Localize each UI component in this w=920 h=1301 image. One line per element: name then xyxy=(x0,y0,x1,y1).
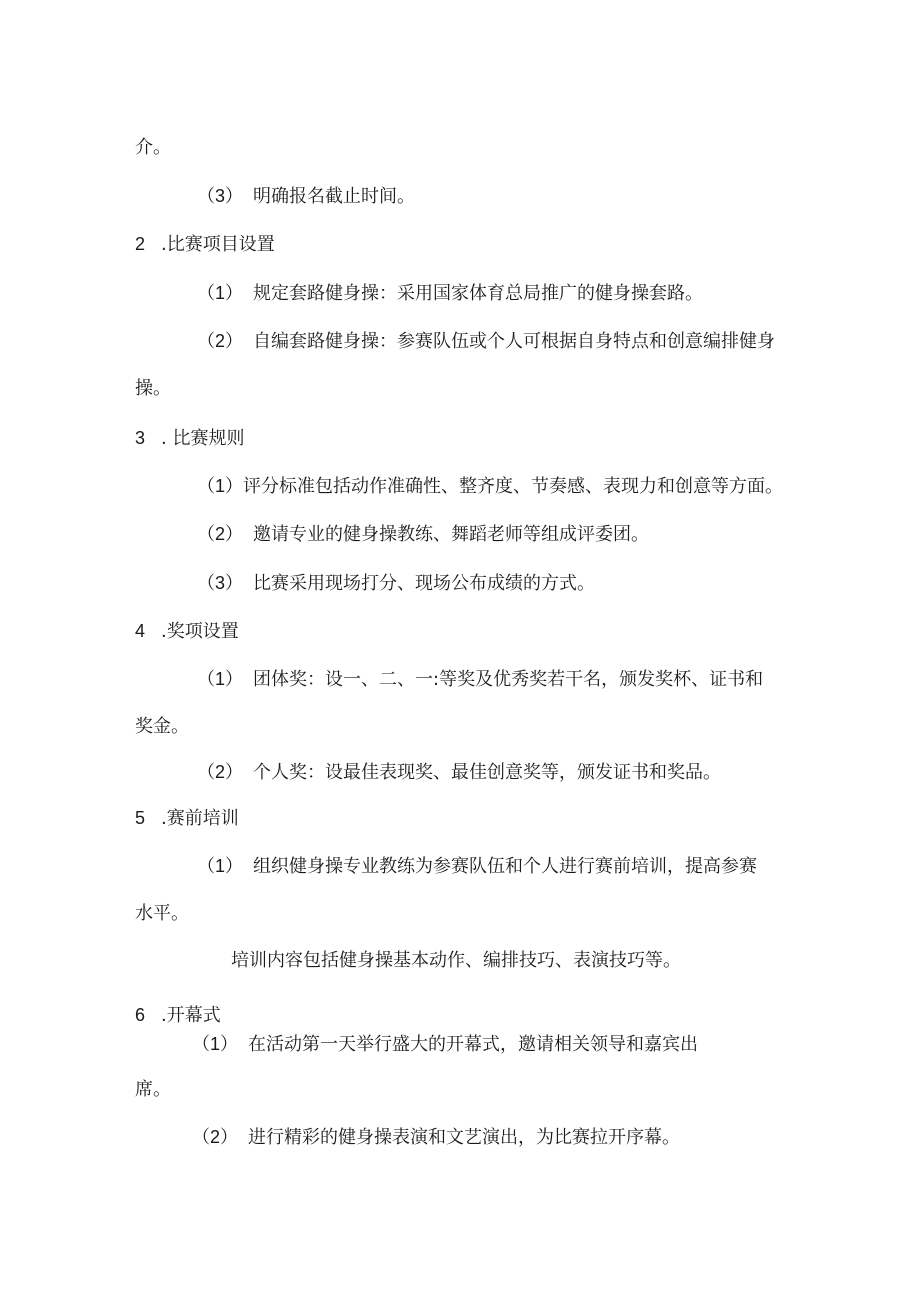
section-heading: 2 .比赛项目设置 xyxy=(135,234,275,255)
list-item: （2） 自编套路健身操：参赛队伍或个人可根据自身特点和创意编排健身 xyxy=(197,331,776,352)
paragraph-continuation: 介。 xyxy=(135,137,171,158)
list-item: （3） 比赛采用现场打分、现场公布成绩的方式。 xyxy=(197,573,596,594)
list-item: （2） 个人奖：设最佳表现奖、最佳创意奖等，颁发证书和奖品。 xyxy=(197,762,722,783)
list-item: （1） 团体奖：设一、二、一:等奖及优秀奖若干名，颁发奖杯、证书和 xyxy=(197,669,764,690)
list-item: （2） 进行精彩的健身操表演和文艺演出，为比赛拉开序幕。 xyxy=(192,1127,681,1148)
list-item: （1） 在活动第一天举行盛大的开幕式，邀请相关领导和嘉宾出 xyxy=(192,1034,699,1055)
section-heading: 6 .开幕式 xyxy=(135,1005,221,1026)
paragraph-continuation: 操。 xyxy=(135,378,171,399)
list-item: （1）评分标准包括动作准确性、整齐度、节奏感、表现力和创意等方面。 xyxy=(197,476,784,497)
list-item: （3） 明确报名截止时间。 xyxy=(197,186,416,207)
list-item: （2） 邀请专业的健身操教练、舞蹈老师等组成评委团。 xyxy=(197,524,650,545)
section-heading: 5 .赛前培训 xyxy=(135,808,239,829)
paragraph: 培训内容包括健身操基本动作、编排技巧、表演技巧等。 xyxy=(231,950,681,971)
paragraph-continuation: 席。 xyxy=(135,1079,171,1100)
list-item: （1） 组织健身操专业教练为参赛队伍和个人进行赛前培训，提高参赛 xyxy=(197,856,758,877)
list-item: （1） 规定套路健身操：采用国家体育总局推广的健身操套路。 xyxy=(197,283,704,304)
paragraph-continuation: 水平。 xyxy=(135,903,189,924)
section-heading: 3 . 比赛规则 xyxy=(135,428,245,449)
section-heading: 4 .奖项设置 xyxy=(135,621,239,642)
paragraph-continuation: 奖金。 xyxy=(135,716,189,737)
